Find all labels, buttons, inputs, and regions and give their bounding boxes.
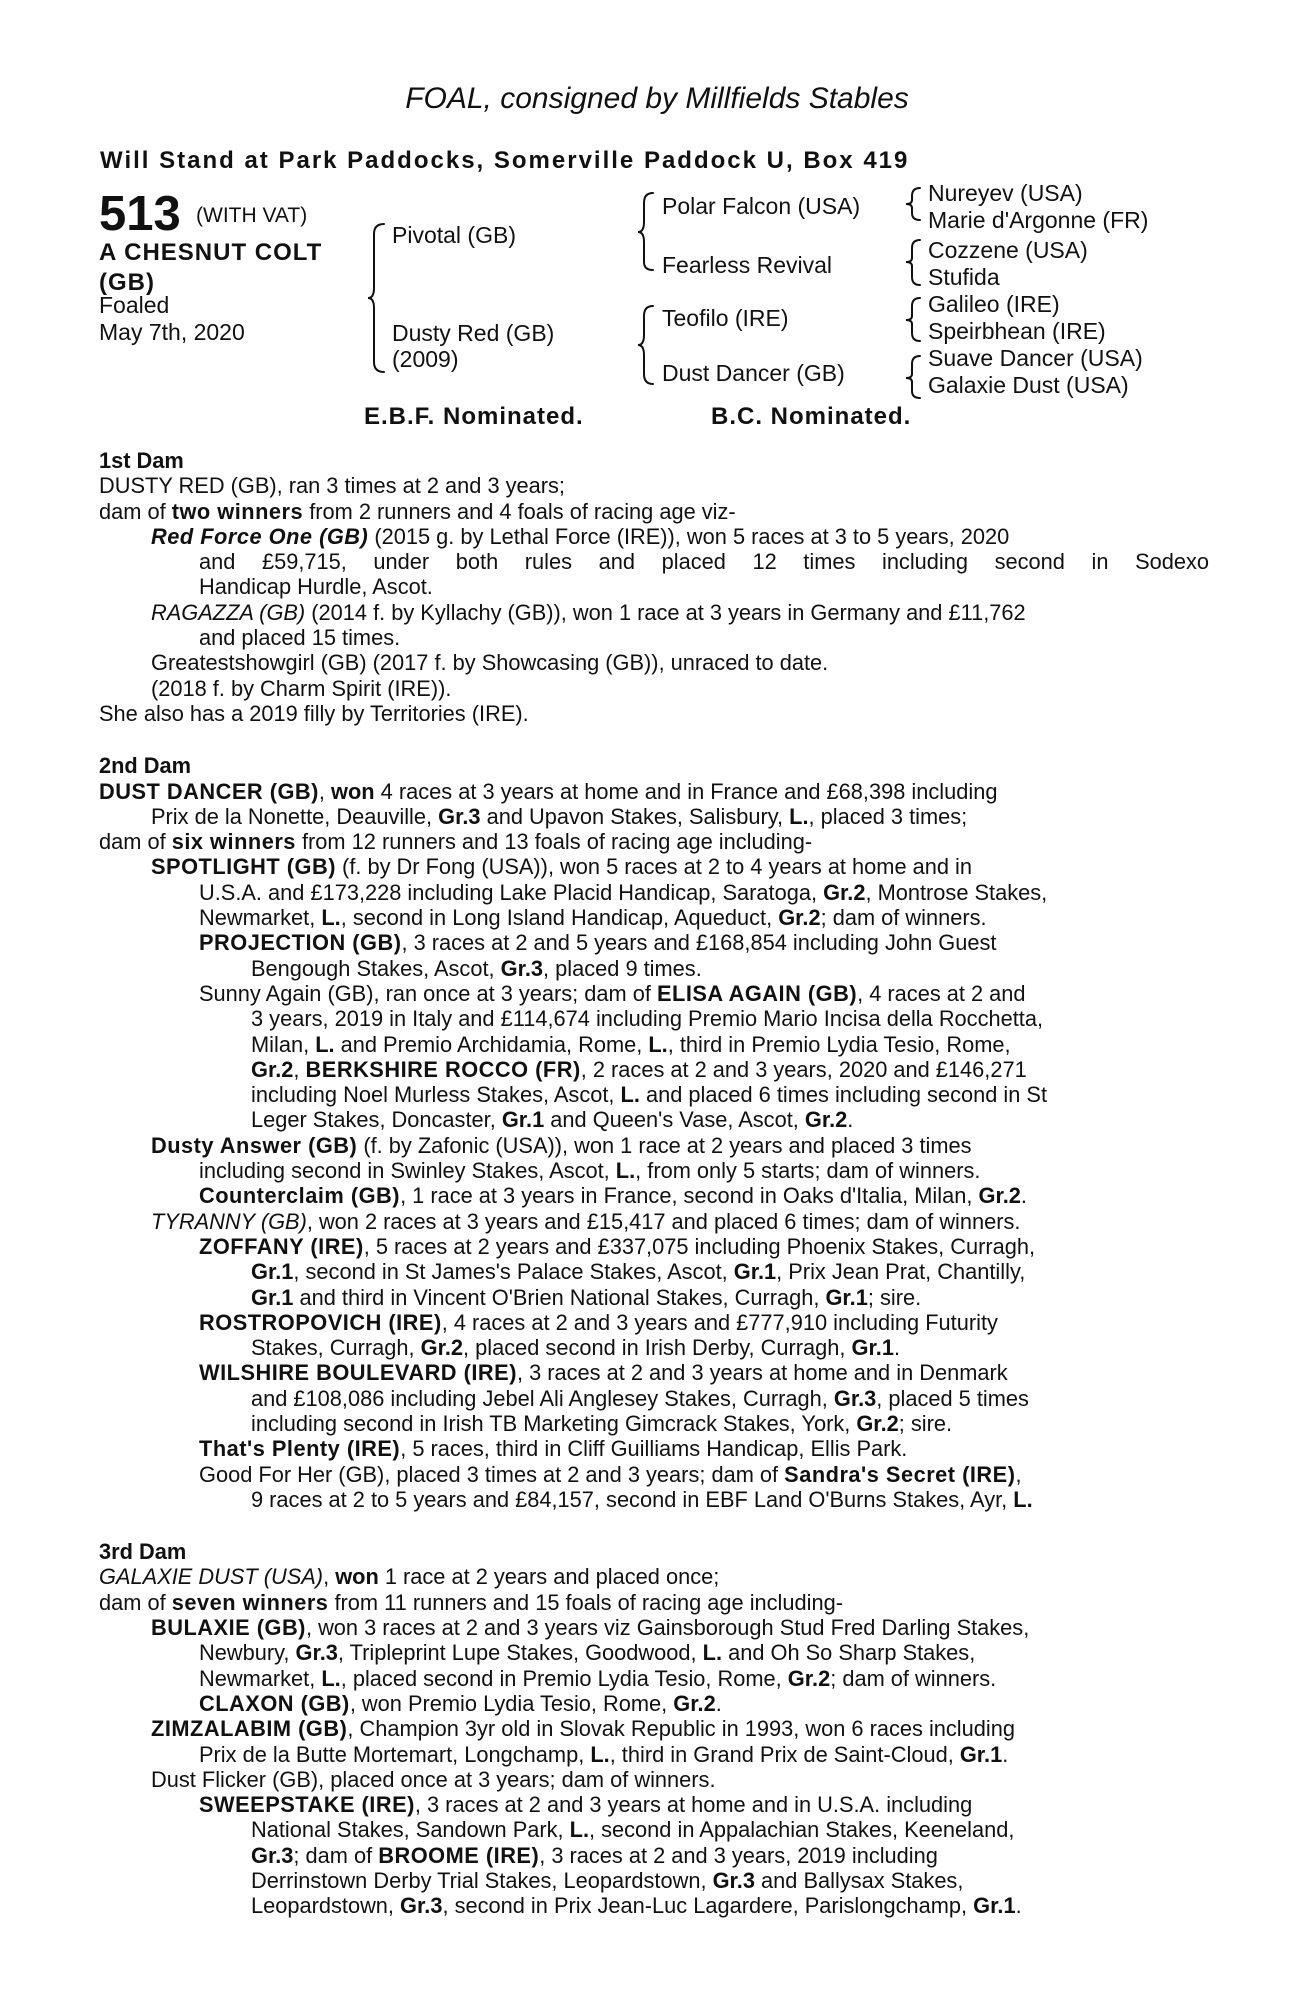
pedigree-dam-dam: Dust Dancer (GB) (662, 360, 845, 386)
text-line: TYRANNY (GB), won 2 races at 3 years and £15,417 and placed 6 times; dam of winners. (151, 1208, 1021, 1234)
horse-line-1: A CHESNUT COLT (99, 239, 323, 266)
text-line: Derrinstown Derby Trial Stakes, Leopardstown, Gr.3 and Ballysax Stakes, (251, 1868, 964, 1894)
brace-dd (906, 356, 920, 398)
text-line: Sunny Again (GB), ran once at 3 years; dam of ELISA AGAIN (GB), 4 races at 2 and (199, 980, 1026, 1006)
text-line: ZIMZALABIM (GB), Champion 3yr old in Slovak Republic in 1993, won 6 races including (151, 1716, 1015, 1742)
pedigree-sire-sire: Polar Falcon (USA) (662, 193, 861, 219)
text-line: CLAXON (GB), won Premio Lydia Tesio, Rome, Gr.2. (199, 1690, 722, 1716)
text-line: Good For Her (GB), placed 3 times at 2 and 3 years; dam of Sandra's Secret (IRE), (199, 1461, 1022, 1487)
text-line: Leopardstown, Gr.3, second in Prix Jean-Luc Lagardere, Parislongchamp, Gr.1. (251, 1893, 1022, 1919)
pedigree-ss-sire: Nureyev (USA) (928, 180, 1083, 206)
text-line: Handicap Hurdle, Ascot. (199, 574, 433, 600)
section-heading-third-dam: 3rd Dam (99, 1539, 187, 1565)
text-line: SWEEPSTAKE (IRE), 3 races at 2 and 3 years at home and in U.S.A. including (199, 1792, 973, 1818)
ebf-nomination: E.B.F. Nominated. (364, 403, 584, 430)
pedigree-sire-dam: Fearless Revival (662, 252, 832, 278)
text-line: DUST DANCER (GB), won 4 races at 3 years at home and in France and £68,398 including (99, 778, 998, 804)
text-line: GALAXIE DUST (USA), won 1 race at 2 years and placed once; (99, 1564, 720, 1590)
text-line: Counterclaim (GB), 1 race at 3 years in France, second in Oaks d'Italia, Milan, Gr.2. (199, 1183, 1027, 1209)
text-line: and £59,715, under both rules and placed 12 times including second in Sodexo (199, 549, 1209, 575)
text-line: BULAXIE (GB), won 3 races at 2 and 3 years viz Gainsborough Stud Fred Darling Stakes, (151, 1615, 1030, 1641)
pedigree-dam-year: (2009) (392, 346, 459, 372)
text-line: DUSTY RED (GB), ran 3 times at 2 and 3 years; (99, 473, 565, 499)
pedigree-sd-sire: Cozzene (USA) (928, 237, 1088, 263)
pedigree-dam-sire: Teofilo (IRE) (662, 305, 789, 331)
text-line: dam of six winners from 12 runners and 13 foals of racing age including- (99, 829, 813, 855)
text-line: Gr.3; dam of BROOME (IRE), 3 races at 2 and 3 years, 2019 including (251, 1842, 938, 1868)
section-heading-first-dam: 1st Dam (99, 448, 184, 473)
text-line: 9 races at 2 to 5 years and £84,157, second in EBF Land O'Burns Stakes, Ayr, L. (251, 1486, 1033, 1512)
text-line: including Noel Murless Stakes, Ascot, L. and placed 6 times including second in St (251, 1082, 1048, 1108)
text-line: Red Force One (GB) (2015 g. by Lethal Force (IRE)), won 5 races at 3 to 5 years, 2020 (151, 523, 1010, 549)
brace-sd (906, 240, 920, 285)
text-line: SPOTLIGHT (GB) (f. by Dr Fong (USA)), won 5 races at 2 to 4 years at home and in (151, 854, 973, 880)
brace-sire (638, 193, 653, 270)
text-line: Gr.1 and third in Vincent O'Brien National Stakes, Curragh, Gr.1; sire. (251, 1284, 922, 1310)
text-line: Prix de la Nonette, Deauville, Gr.3 and Upavon Stakes, Salisbury, L., placed 3 times; (151, 803, 968, 829)
foaled-label: Foaled (99, 292, 170, 318)
pedigree-ds-sire: Galileo (IRE) (928, 291, 1060, 317)
text-line: including second in Swinley Stakes, Ascot, L., from only 5 starts; dam of winners. (199, 1158, 981, 1184)
lot-number: 513 (99, 187, 181, 241)
brace-ss (906, 188, 920, 220)
text-line: Greatestshowgirl (GB) (2017 f. by Showcasing (GB)), unraced to date. (151, 650, 829, 676)
brace-main (368, 224, 384, 372)
horse-line-2: (GB) (99, 269, 155, 296)
text-line: and placed 15 times. (199, 625, 401, 651)
text-line: Leger Stakes, Doncaster, Gr.1 and Queen's Vase, Ascot, Gr.2. (251, 1107, 854, 1133)
text-line: (2018 f. by Charm Spirit (IRE)). (151, 675, 452, 701)
vat-note: (WITH VAT) (196, 204, 308, 227)
bc-nomination: B.C. Nominated. (711, 403, 912, 430)
text-line: U.S.A. and £173,228 including Lake Placid Handicap, Saratoga, Gr.2, Montrose Stakes, (199, 879, 1048, 905)
text-line: 3 years, 2019 in Italy and £114,674 including Premio Mario Incisa della Rocchetta, (251, 1006, 1044, 1032)
text-line: That's Plenty (IRE), 5 races, third in Cliff Guilliams Handicap, Ellis Park. (199, 1436, 908, 1462)
pedigree-sire: Pivotal (GB) (392, 222, 516, 248)
pedigree-dd-dam: Galaxie Dust (USA) (928, 372, 1129, 398)
text-line: Gr.2, BERKSHIRE ROCCO (FR), 2 races at 2 and 3 years, 2020 and £146,271 (251, 1056, 1027, 1082)
pedigree-dam: Dusty Red (GB) (392, 320, 555, 346)
text-line: National Stakes, Sandown Park, L., second in Appalachian Stakes, Keeneland, (251, 1817, 1015, 1843)
text-line: Dusty Answer (GB) (f. by Zafonic (USA)), won 1 race at 2 years and placed 3 times (151, 1132, 972, 1158)
text-line: Prix de la Butte Mortemart, Longchamp, L., third in Grand Prix de Saint-Cloud, Gr.1. (199, 1741, 1009, 1767)
text-line: PROJECTION (GB), 3 races at 2 and 5 years and £168,854 including John Guest (199, 930, 997, 956)
text-line: Dust Flicker (GB), placed once at 3 years; dam of winners. (151, 1766, 716, 1792)
text-line: Bengough Stakes, Ascot, Gr.3, placed 9 times. (251, 955, 702, 981)
text-line: including second in Irish TB Marketing Gimcrack Stakes, York, Gr.2; sire. (251, 1410, 953, 1436)
text-line: Gr.1, second in St James's Palace Stakes, Ascot, Gr.1, Prix Jean Prat, Chantilly, (251, 1259, 1026, 1285)
text-line: ZOFFANY (IRE), 5 races at 2 years and £337,075 including Phoenix Stakes, Curragh, (199, 1233, 1036, 1259)
pedigree-sd-dam: Stufida (928, 264, 1000, 290)
section-heading-second-dam: 2nd Dam (99, 753, 192, 779)
pedigree-ss-dam: Marie d'Argonne (FR) (928, 207, 1149, 233)
text-line: dam of two winners from 2 runners and 4 foals of racing age viz- (99, 498, 736, 524)
text-line: Stakes, Curragh, Gr.2, placed second in Irish Derby, Curragh, Gr.1. (251, 1335, 901, 1361)
foaled-date: May 7th, 2020 (99, 319, 245, 345)
text-line: dam of seven winners from 11 runners and 15 foals of racing age including- (99, 1589, 843, 1615)
text-line: ROSTROPOVICH (IRE), 4 races at 2 and 3 years and £777,910 including Futurity (199, 1309, 998, 1335)
text-line: Newbury, Gr.3, Tripleprint Lupe Stakes, Goodwood, L. and Oh So Sharp Stakes, (199, 1640, 976, 1666)
pedigree-dd-sire: Suave Dancer (USA) (928, 345, 1143, 371)
brace-dam (638, 306, 653, 384)
text-line: WILSHIRE BOULEVARD (IRE), 3 races at 2 and 3 years at home and in Denmark (199, 1360, 1008, 1386)
produce-record (99, 448, 1209, 1919)
page-title: FOAL, consigned by Millfields Stables (405, 82, 909, 115)
text-line: She also has a 2019 filly by Territories (IRE). (99, 700, 529, 726)
text-line: and £108,086 including Jebel Ali Anglesey Stakes, Curragh, Gr.3, placed 5 times (251, 1385, 1029, 1411)
text-line: RAGAZZA (GB) (2014 f. by Kyllachy (GB)), won 1 race at 3 years in Germany and £11,762 (151, 599, 1026, 625)
text-line: Newmarket, L., second in Long Island Handicap, Aqueduct, Gr.2; dam of winners. (199, 905, 987, 931)
text-line: Newmarket, L., placed second in Premio Lydia Tesio, Rome, Gr.2; dam of winners. (199, 1665, 997, 1691)
pedigree-ds-dam: Speirbhean (IRE) (928, 318, 1106, 344)
brace-ds (906, 298, 920, 341)
text-line: Milan, L. and Premio Archidamia, Rome, L., third in Premio Lydia Tesio, Rome, (251, 1031, 1011, 1057)
stand-location: Will Stand at Park Paddocks, Somerville Paddock U, Box 419 (100, 147, 910, 174)
